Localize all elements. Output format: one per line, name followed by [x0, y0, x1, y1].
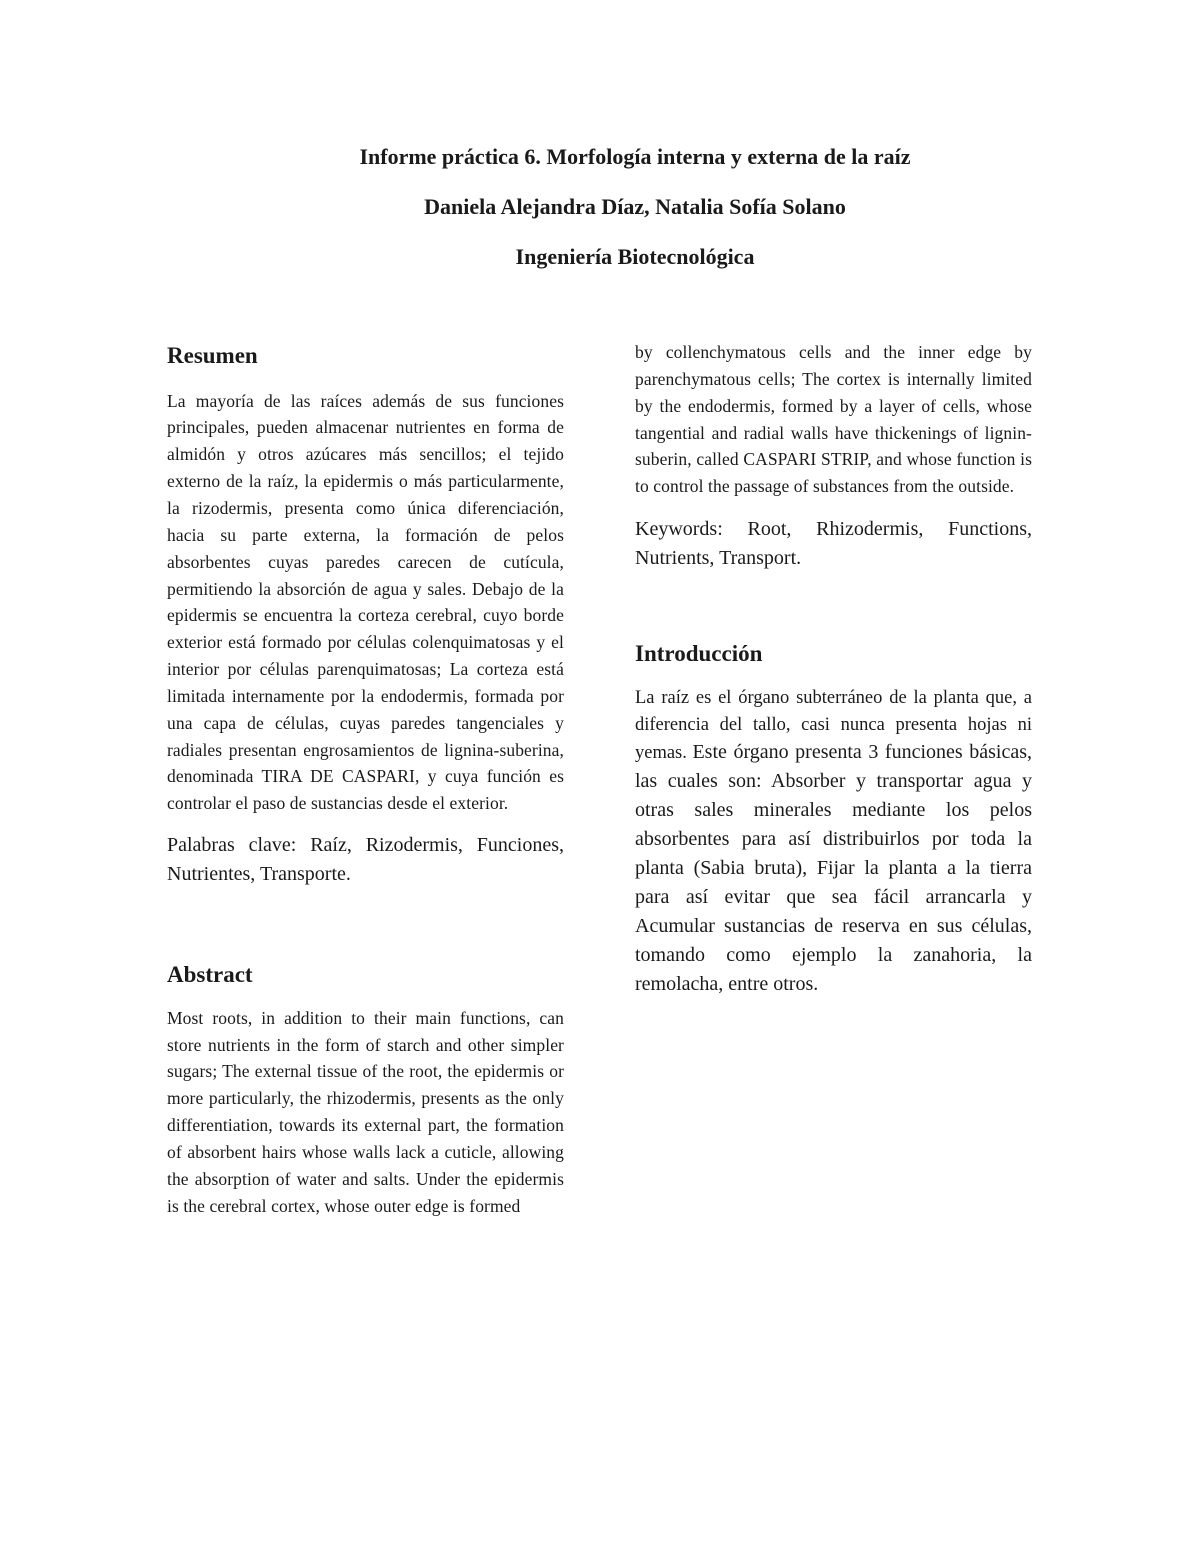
introduccion-heading: Introducción: [635, 641, 763, 667]
introduccion-body: [635, 685, 1032, 1000]
document-authors: Daniela Alejandra Díaz, Natalia Sofía Solano: [424, 194, 846, 219]
introduccion-body-part1: La raíz es el órgano subterráneo de la planta que, a diferencia del tallo, casi nunca presenta hojas ni yemas.: [635, 687, 1032, 764]
resumen-body: La mayoría de las raíces además de sus funciones principales, pueden almacenar nutrientes en forma de almidón y otros azúcares más sencillos; el tejido externo de la raíz, la epidermis o más particularmente, la rizodermis, presenta como única diferenciación, hacia su parte externa, la formación de pelos absorbentes cuyas paredes carecen de cutícula, permitiendo la absorción de agua y sales. Debajo de la epidermis se encuentra la corteza cerebral, cuyo borde exterior está formado por células colenquimatosas y el interior por células parenquimatosas; La corteza está limitada internamente por la endodermis, formada por una capa de células, cuyas paredes tangenciales y radiales presentan engrosamientos de lignina-suberina, denominada TIRA DE CASPARI, y cuya función es controlar el paso de sustancias desde el exterior.: [167, 390, 564, 814]
document-program: Ingeniería Biotecnológica: [515, 244, 755, 269]
introduccion-body-part2: Este órgano presenta 3 funciones básicas, las cuales son: Absorber y transportar agua y otras sales minerales mediante los pelos absorbentes para así distribuirlos por toda la planta (Sabia bruta), Fijar la planta a la tierra para así evitar que sea fácil arrancarla y Acumular sustancias de reserva en sus células, tomando como ejemplo la zanahoria, la remolacha, entre otros.: [635, 741, 1033, 996]
abstract-body-part2: by collenchymatous cells and the inner edge by parenchymatous cells; The cortex is internally limited by the endodermis, formed by a layer of cells, whose tangential and radial walls have thickenings of lignin-suberin, called CASPARI STRIP, and whose function is to control the passage of substances from the outside.: [635, 342, 1032, 497]
abstract-heading: Abstract: [167, 962, 253, 988]
resumen-keywords: Palabras clave: Raíz, Rizodermis, Funciones, Nutrientes, Transporte.: [167, 834, 564, 885]
document-title: Informe práctica 6. Morfología interna y externa de la raíz: [359, 144, 911, 169]
right-column: [635, 339, 1032, 999]
abstract-keywords: Keywords: Root, Rhizodermis, Functions, Nutrients, Transport.: [635, 518, 1032, 569]
abstract-body-part1: Most roots, in addition to their main functions, can store nutrients in the form of starch and other simpler sugars; The external tissue of the root, the epidermis or more particularly, the rhizodermis, presents as the only differentiation, towards its external part, the formation of absorbent hairs whose walls lack a cuticle, allowing the absorption of water and salts. Under the epidermis is the cerebral cortex, whose outer edge is formed: [167, 1007, 564, 1216]
left-column: [167, 342, 564, 1219]
resumen-heading: Resumen: [167, 343, 258, 368]
